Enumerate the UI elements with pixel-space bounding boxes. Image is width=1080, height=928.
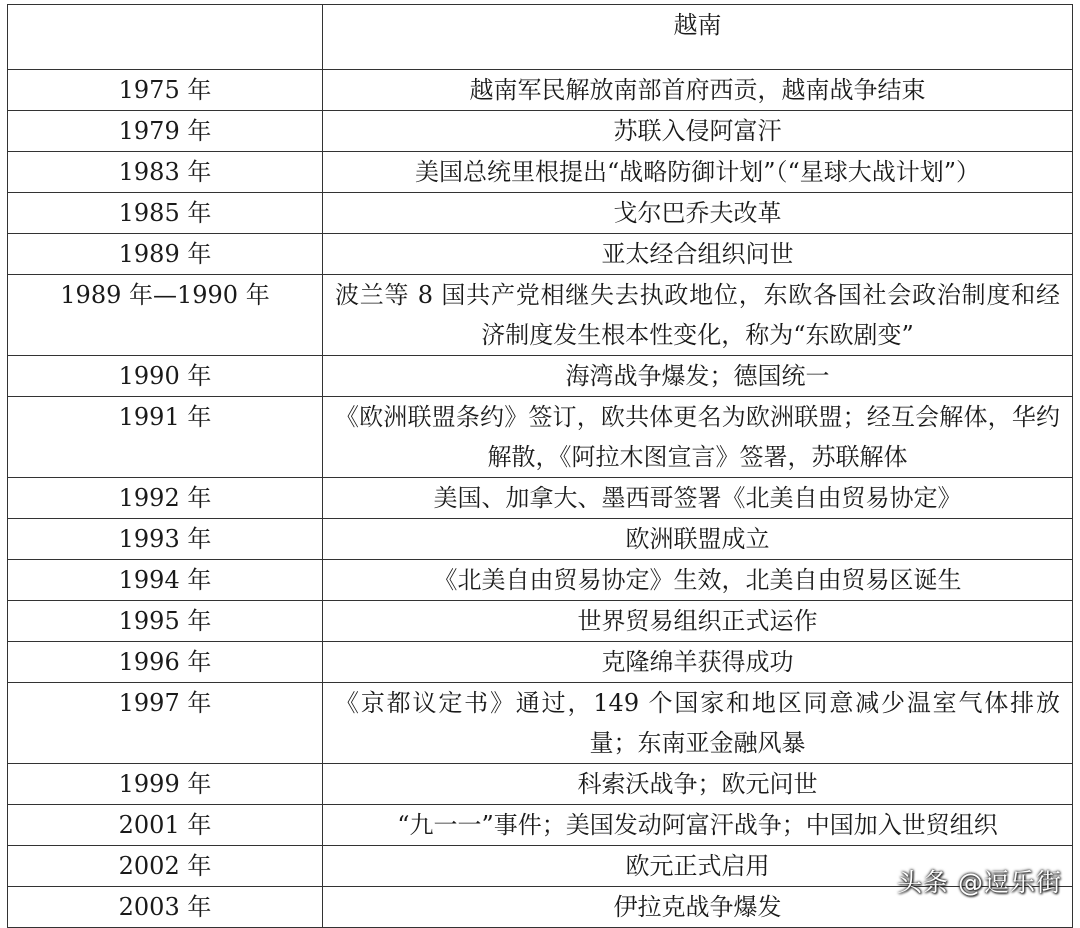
table-row [8, 601, 1073, 642]
timeline-table [7, 4, 1073, 928]
table-row [8, 152, 1073, 193]
event-cell: 《北美自由贸易协定》生效，北美自由贸易区诞生 [323, 560, 1073, 601]
table-row [8, 642, 1073, 683]
event-cell: 欧元正式启用 [323, 846, 1073, 887]
table-row [8, 234, 1073, 275]
event-cell: 戈尔巴乔夫改革 [323, 193, 1073, 234]
year-cell: 1983 年 [8, 152, 323, 193]
table-row [8, 356, 1073, 397]
event-cell: 海湾战争爆发；德国统一 [323, 356, 1073, 397]
table-row [8, 805, 1073, 846]
year-cell: 2003 年 [8, 887, 323, 928]
year-cell: 2002 年 [8, 846, 323, 887]
table-row [8, 764, 1073, 805]
event-cell: 亚太经合组织问世 [323, 234, 1073, 275]
year-cell: 1999 年 [8, 764, 323, 805]
table-row [8, 478, 1073, 519]
year-cell: 1990 年 [8, 356, 323, 397]
header-event-cell: 越南 [323, 5, 1073, 70]
event-cell: 伊拉克战争爆发 [323, 887, 1073, 928]
year-cell: 1975 年 [8, 70, 323, 111]
event-cell: 苏联入侵阿富汗 [323, 111, 1073, 152]
table-row [8, 560, 1073, 601]
year-cell: 1991 年 [8, 397, 323, 478]
event-cell: 《京都议定书》通过，149 个国家和地区同意减少温室气体排放量；东南亚金融风暴 [323, 683, 1073, 764]
event-cell: 克隆绵羊获得成功 [323, 642, 1073, 683]
table-row [8, 193, 1073, 234]
table-row [8, 519, 1073, 560]
header-year-cell [8, 5, 323, 70]
year-cell: 1997 年 [8, 683, 323, 764]
year-cell: 1979 年 [8, 111, 323, 152]
event-cell: 美国、加拿大、墨西哥签署《北美自由贸易协定》 [323, 478, 1073, 519]
table-row [8, 683, 1073, 764]
table-row [8, 397, 1073, 478]
year-cell: 1995 年 [8, 601, 323, 642]
event-cell: 世界贸易组织正式运作 [323, 601, 1073, 642]
event-cell: 波兰等 8 国共产党相继失去执政地位，东欧各国社会政治制度和经济制度发生根本性变化，称为“东欧剧变” [323, 275, 1073, 356]
event-cell: 《欧洲联盟条约》签订，欧共体更名为欧洲联盟；经互会解体，华约解散，《阿拉木图宣言》签署，苏联解体 [323, 397, 1073, 478]
year-cell: 1985 年 [8, 193, 323, 234]
event-cell: 越南军民解放南部首府西贡，越南战争结束 [323, 70, 1073, 111]
event-cell: “九一一”事件；美国发动阿富汗战争；中国加入世贸组织 [323, 805, 1073, 846]
table-row [8, 111, 1073, 152]
table-header-row [8, 5, 1073, 70]
table-row [8, 70, 1073, 111]
year-cell: 1989 年 [8, 234, 323, 275]
event-cell: 科索沃战争；欧元问世 [323, 764, 1073, 805]
year-cell: 1996 年 [8, 642, 323, 683]
year-cell: 1994 年 [8, 560, 323, 601]
event-cell: 美国总统里根提出“战略防御计划”（“星球大战计划”） [323, 152, 1073, 193]
table-row [8, 275, 1073, 356]
year-cell: 1993 年 [8, 519, 323, 560]
watermark: 头条 @逗乐街 [897, 868, 1062, 897]
year-cell: 1989 年—1990 年 [8, 275, 323, 356]
year-cell: 1992 年 [8, 478, 323, 519]
event-cell: 欧洲联盟成立 [323, 519, 1073, 560]
year-cell: 2001 年 [8, 805, 323, 846]
